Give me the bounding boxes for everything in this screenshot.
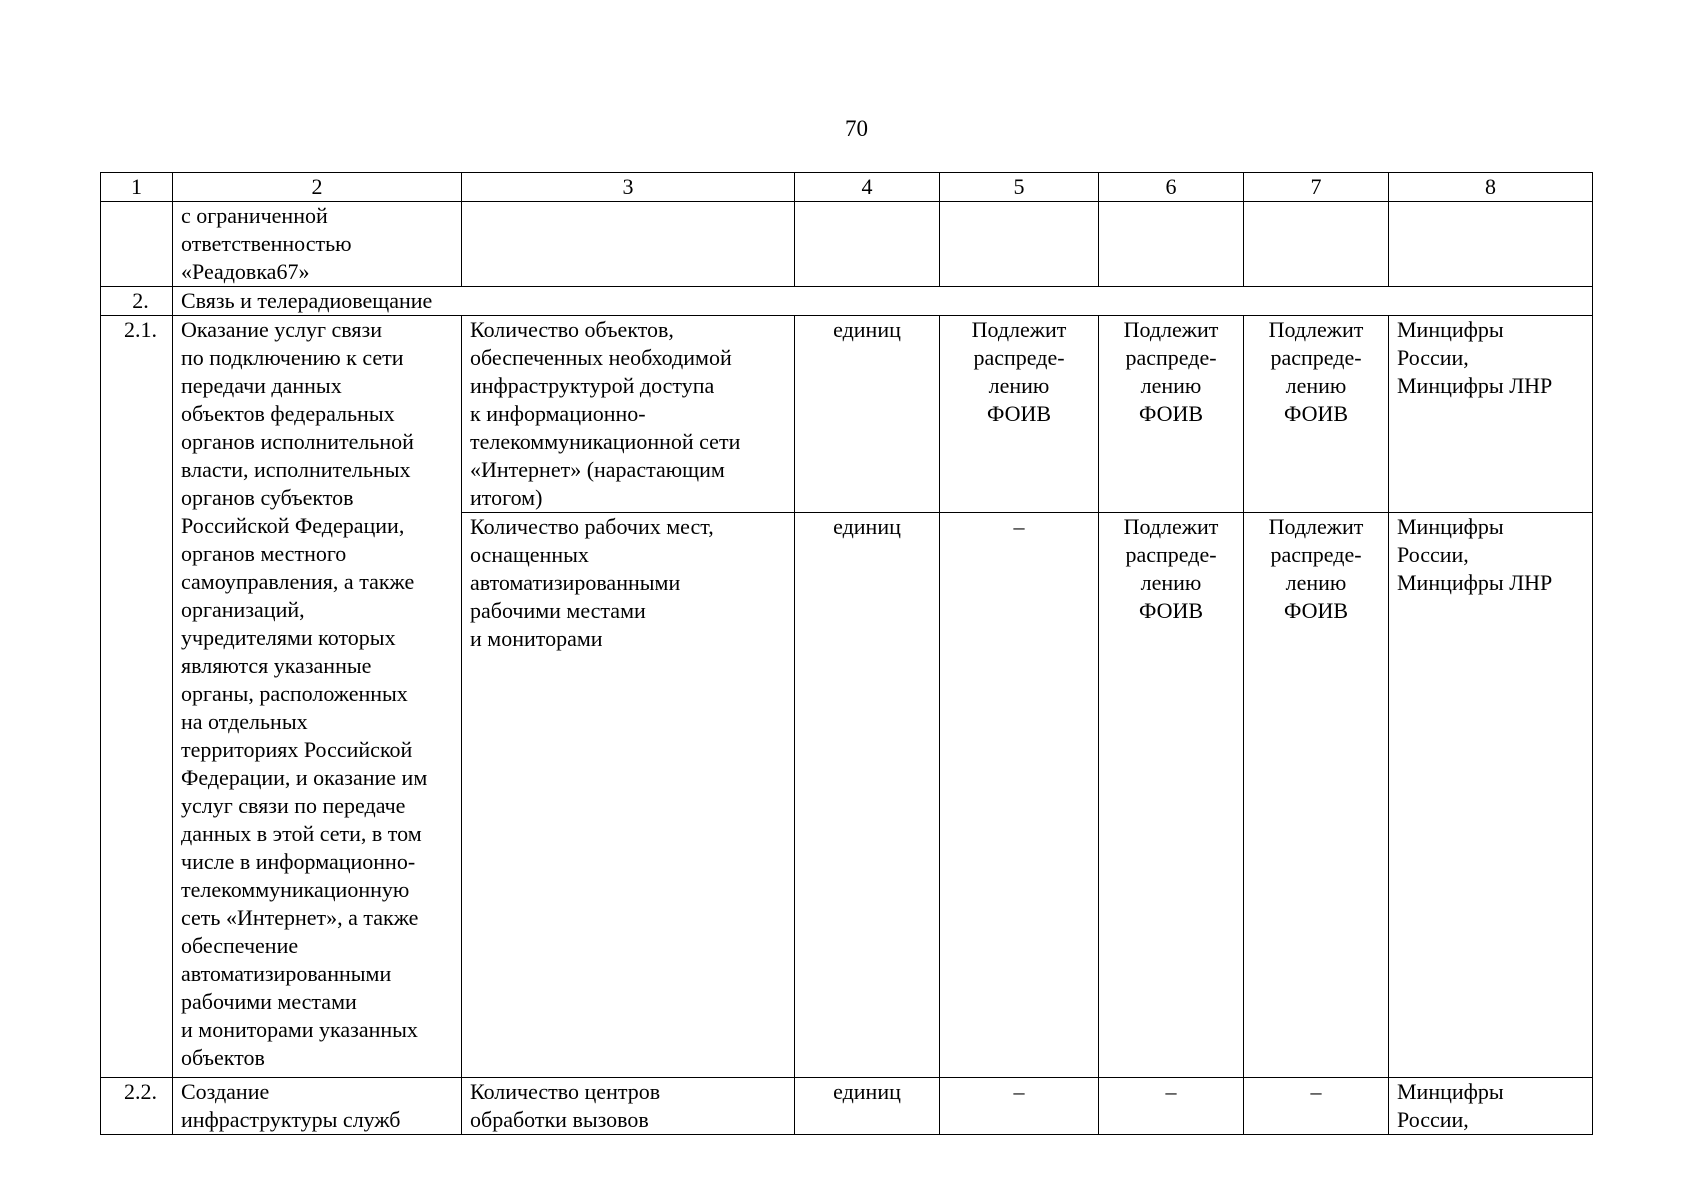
header-cell-7: 7	[1244, 173, 1389, 202]
cont-cell-responsible	[1389, 202, 1593, 287]
header-cell-8: 8	[1389, 173, 1593, 202]
header-cell-6: 6	[1099, 173, 1244, 202]
row-2-2-number	[101, 1078, 173, 1135]
row-2-1-b-col7: Подлежит распреде- лению ФОИВ	[1244, 513, 1389, 1078]
row-2-2-unit: единиц	[795, 1078, 940, 1135]
section-title: Связь и телерадиовещание	[173, 287, 1593, 316]
row-2-1-a-col6: Подлежит распреде- лению ФОИВ	[1099, 316, 1244, 513]
table-row-2-1-a	[101, 316, 1593, 513]
row-2-1-a-unit: единиц	[795, 316, 940, 513]
data-table	[100, 172, 1593, 1135]
section-number	[101, 287, 173, 316]
row-2-1-a-col5: Подлежит распреде- лению ФОИВ	[940, 316, 1099, 513]
row-2-1-a-col7: Подлежит распреде- лению ФОИВ	[1244, 316, 1389, 513]
row-2-1-number	[101, 316, 173, 1078]
row-2-1-a-responsible: Минцифры России, Минцифры ЛНР	[1389, 316, 1593, 513]
row-2-2-indicator: Количество центров обработки вызовов	[462, 1078, 795, 1135]
cont-cell-indicator	[462, 202, 795, 287]
cont-cell-7	[1244, 202, 1389, 287]
row-2-2-number-text: 2.2.	[124, 1079, 157, 1104]
row-2-1-b-col5: –	[940, 513, 1099, 1078]
cont-cell-6	[1099, 202, 1244, 287]
table-row-2-2	[101, 1078, 1593, 1135]
header-cell-5: 5	[940, 173, 1099, 202]
header-cell-4: 4	[795, 173, 940, 202]
row-2-2-col5: –	[940, 1078, 1099, 1135]
table-row-continuation	[101, 202, 1593, 287]
row-2-1-b-indicator: Количество рабочих мест, оснащенных автоматизированными рабочими местами и мониторами	[462, 513, 795, 1078]
header-cell-1: 1	[101, 173, 173, 202]
row-2-1-name: Оказание услуг связи по подключению к сети передачи данных объектов федеральных органов исполнительной власти, исполнительных органов субъектов Российской Федерации, органов местного самоуправления, а также организаций, учредителями которых являются указанные органы, расположенных на отдельных территориях Российской Федерации, и оказание им услуг связи по передаче данных в этой сети, в том числе в информационно- телекоммуникационную сеть «Интернет», а также обеспечение автоматизированными рабочими местами и мониторами указанных объектов	[173, 316, 462, 1078]
row-2-2-name: Создание инфраструктуры служб	[173, 1078, 462, 1135]
row-2-1-b-unit: единиц	[795, 513, 940, 1078]
row-2-2-col7: –	[1244, 1078, 1389, 1135]
header-cell-2: 2	[173, 173, 462, 202]
section-number-text: 2.	[132, 288, 149, 313]
section-row	[101, 287, 1593, 316]
row-2-1-a-indicator: Количество объектов, обеспеченных необходимой инфраструктурой доступа к информационно- телекоммуникационной сети «Интернет» (нарастающим итогом)	[462, 316, 795, 513]
row-2-2-col6: –	[1099, 1078, 1244, 1135]
cont-cell-num	[101, 202, 173, 287]
row-2-2-responsible: Минцифры России,	[1389, 1078, 1593, 1135]
header-cell-3: 3	[462, 173, 795, 202]
table-header-row	[101, 173, 1593, 202]
page-number: 70	[845, 116, 868, 141]
cont-cell-name: с ограниченной ответственностью «Реадовка67»	[173, 202, 462, 287]
row-2-1-b-col6: Подлежит распреде- лению ФОИВ	[1099, 513, 1244, 1078]
cont-cell-unit	[795, 202, 940, 287]
cont-cell-5	[940, 202, 1099, 287]
row-2-1-number-text: 2.1.	[124, 317, 157, 342]
row-2-1-b-responsible: Минцифры России, Минцифры ЛНР	[1389, 513, 1593, 1078]
